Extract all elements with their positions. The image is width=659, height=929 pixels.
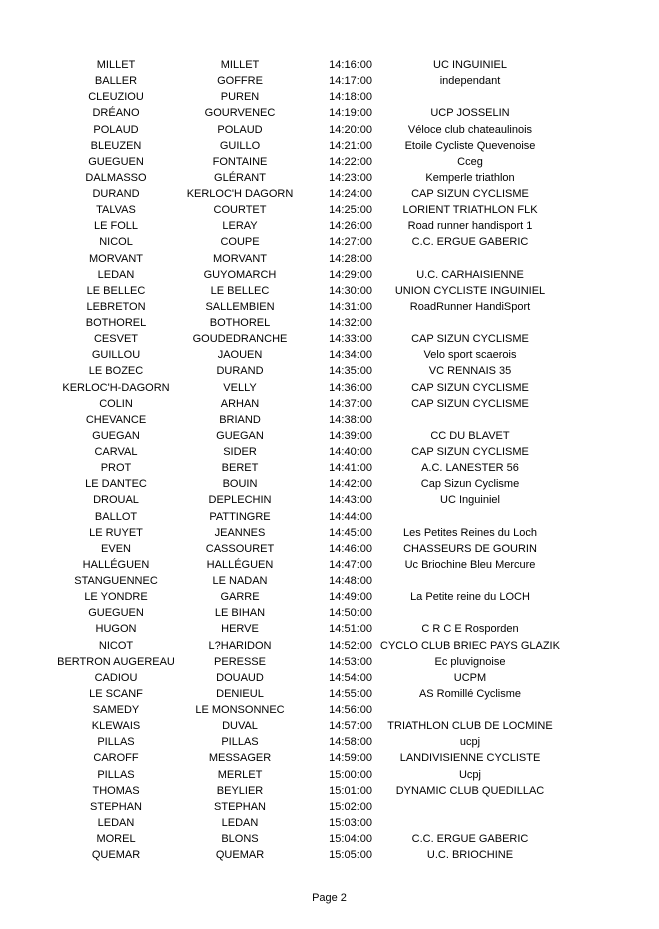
rider-1-name: LE BOZEC <box>88 365 144 378</box>
table-row <box>0 831 659 847</box>
club-name: Velo sport scaerois <box>423 349 517 362</box>
rider-2-name: KERLOC'H DAGORN <box>186 188 294 200</box>
rider-1-name: DROUAL <box>93 494 139 507</box>
start-time: 14:50:00 <box>329 607 372 620</box>
rider-2-name: LE BIHAN <box>214 607 266 620</box>
rider-2-name: BLONS <box>221 833 259 845</box>
rider-2-name: JAOUEN <box>217 349 263 362</box>
club-name: TRIATHLON CLUB DE LOCMINE <box>387 720 553 733</box>
table-row <box>0 428 659 444</box>
rider-2-name: BEYLIER <box>216 784 264 797</box>
rider-1-name: THOMAS <box>92 784 140 797</box>
table-row <box>0 283 659 299</box>
rider-1-name: DURAND <box>92 188 140 200</box>
club-name: CYCLO CLUB BRIEC PAYS GLAZIK <box>380 639 560 652</box>
rider-2-name: CASSOURET <box>205 542 275 555</box>
club-name: CAP SIZUN CYCLISME <box>411 446 529 458</box>
rider-2-name: COURTET <box>213 204 267 217</box>
rider-2-name: L?HARIDON <box>208 639 272 652</box>
table-row <box>0 476 659 492</box>
table-row <box>0 251 659 267</box>
table-row <box>0 396 659 412</box>
club-name: UC Inguiniel <box>440 494 500 507</box>
rider-1-name: LE DANTEC <box>85 478 147 491</box>
rider-1-name: CAROFF <box>93 752 139 765</box>
club-name: Les Petites Reines du Loch <box>403 526 537 539</box>
rider-1-name: POLAUD <box>93 123 139 136</box>
table-row <box>0 460 659 476</box>
table-row <box>0 363 659 379</box>
table-row <box>0 799 659 815</box>
start-time: 14:58:00 <box>329 736 372 749</box>
rider-1-name: LEDAN <box>97 816 135 829</box>
rider-1-name: TALVAS <box>96 204 136 217</box>
club-name: CC DU BLAVET <box>430 429 510 442</box>
rider-1-name: MOREL <box>96 833 136 845</box>
rider-1-name: BALLOT <box>94 510 138 523</box>
start-time: 15:00:00 <box>329 768 372 781</box>
rider-2-name: HERVE <box>221 623 259 636</box>
rider-2-name: DURAND <box>216 365 264 378</box>
rider-2-name: LE BELLEC <box>210 284 270 297</box>
rider-1-name: HUGON <box>95 623 137 636</box>
rider-1-name: SAMEDY <box>92 704 140 716</box>
table-row <box>0 767 659 783</box>
start-time: 14:37:00 <box>329 397 372 410</box>
start-time: 14:41:00 <box>329 462 372 475</box>
start-time: 14:49:00 <box>329 591 372 604</box>
start-time: 14:32:00 <box>329 317 372 329</box>
club-name: Etoile Cycliste Quevenoise <box>404 139 536 152</box>
rider-2-name: COUPE <box>220 236 260 249</box>
club-name: Cceg <box>457 155 483 168</box>
rider-2-name: PATTINGRE <box>209 510 271 523</box>
table-row <box>0 573 659 589</box>
rider-2-name: DENIEUL <box>216 687 264 700</box>
club-name: A.C. LANESTER 56 <box>421 462 519 475</box>
club-name: Uc Briochine Bleu Mercure <box>404 558 536 571</box>
start-time: 14:44:00 <box>329 510 372 523</box>
rider-2-name: LERAY <box>222 220 258 233</box>
club-name: Cap Sizun Cyclisme <box>420 478 520 491</box>
rider-2-name: BRIAND <box>219 413 261 426</box>
table-row <box>0 73 659 89</box>
start-time: 14:33:00 <box>329 333 372 346</box>
rider-2-name: BOTHOREL <box>209 317 271 329</box>
rider-2-name: MESSAGER <box>208 752 272 765</box>
start-time: 14:25:00 <box>329 204 372 217</box>
club-name: Ucpj <box>458 768 481 781</box>
table-row <box>0 267 659 283</box>
rider-2-name: GARRE <box>220 591 260 604</box>
table-row <box>0 750 659 766</box>
club-name: UNION CYCLISTE INGUINIEL <box>394 284 546 297</box>
rider-1-name: GUEGAN <box>92 429 140 442</box>
club-name: DYNAMIC CLUB QUEDILLAC <box>395 784 545 797</box>
rider-2-name: HALLÉGUEN <box>206 558 274 571</box>
start-time: 15:01:00 <box>329 784 372 797</box>
start-time: 14:39:00 <box>329 429 372 442</box>
start-time: 14:51:00 <box>329 623 372 636</box>
club-name: RoadRunner HandiSport <box>409 300 531 313</box>
rider-2-name: DEPLECHIN <box>208 494 272 507</box>
rider-1-name: DALMASSO <box>85 171 147 184</box>
rider-2-name: LEDAN <box>221 816 259 829</box>
rider-2-name: POLAUD <box>217 123 263 136</box>
table-row <box>0 605 659 621</box>
start-time: 14:45:00 <box>329 526 372 539</box>
club-name: CAP SIZUN CYCLISME <box>411 381 529 394</box>
rider-2-name: GOURVENEC <box>204 107 276 120</box>
rider-1-name: BALLER <box>94 75 138 88</box>
table-row <box>0 783 659 799</box>
rider-2-name: GUEGAN <box>216 429 264 442</box>
start-time: 14:30:00 <box>329 284 372 297</box>
start-time: 14:22:00 <box>329 155 372 168</box>
table-row <box>0 154 659 170</box>
club-name: U.C. CARHAISIENNE <box>416 268 524 281</box>
start-time: 14:53:00 <box>329 655 372 668</box>
rider-1-name: QUEMAR <box>91 849 141 862</box>
rider-2-name: JEANNES <box>214 526 266 539</box>
start-time: 14:36:00 <box>329 381 372 394</box>
start-time: 14:46:00 <box>329 542 372 555</box>
start-time: 14:29:00 <box>329 268 372 281</box>
start-time: 14:24:00 <box>329 188 372 200</box>
table-row <box>0 638 659 654</box>
start-time: 14:55:00 <box>329 687 372 700</box>
start-time: 14:35:00 <box>329 365 372 378</box>
rider-2-name: VELLY <box>223 381 257 394</box>
rider-1-name: DRÉANO <box>92 107 140 120</box>
rider-2-name: GLÉRANT <box>214 171 266 184</box>
page-number: Page 2 <box>312 892 347 904</box>
rider-1-name: MORVANT <box>89 252 143 265</box>
rider-1-name: LE RUYET <box>89 526 143 539</box>
rider-2-name: ARHAN <box>220 397 260 410</box>
rider-2-name: GUYOMARCH <box>203 268 277 281</box>
table-row <box>0 509 659 525</box>
club-name: Véloce club chateaulinois <box>407 123 533 136</box>
start-time: 14:54:00 <box>329 671 372 684</box>
rider-2-name: SALLEMBIEN <box>205 300 275 313</box>
start-time: 14:28:00 <box>329 252 372 265</box>
rider-2-name: FONTAINE <box>212 155 268 168</box>
table-row <box>0 557 659 573</box>
rider-2-name: GUILLO <box>219 139 261 152</box>
club-name: Ec pluvignoise <box>434 655 506 668</box>
club-name: C.C. ERGUE GABERIC <box>411 833 529 845</box>
club-name: LORIENT TRIATHLON FLK <box>402 204 538 217</box>
rider-2-name: QUEMAR <box>215 849 265 862</box>
rider-2-name: GOUDEDRANCHE <box>192 333 288 346</box>
club-name: AS Romillé Cyclisme <box>418 687 522 700</box>
start-time: 14:43:00 <box>329 494 372 507</box>
table-row <box>0 815 659 831</box>
rider-2-name: PUREN <box>220 91 260 104</box>
start-time: 14:31:00 <box>329 300 372 313</box>
rider-1-name: LE FOLL <box>93 220 139 233</box>
table-row <box>0 718 659 734</box>
club-name: CHASSEURS DE GOURIN <box>403 542 537 555</box>
rider-1-name: EVEN <box>101 542 131 555</box>
club-name: LANDIVISIENNE CYCLISTE <box>399 752 541 765</box>
start-time: 14:16:00 <box>329 59 372 71</box>
rider-1-name: CHEVANCE <box>85 413 147 426</box>
table-row <box>0 122 659 138</box>
club-name: CAP SIZUN CYCLISME <box>411 397 529 410</box>
rider-2-name: GOFFRE <box>217 75 263 88</box>
rider-1-name: KLEWAIS <box>91 720 141 733</box>
table-row <box>0 105 659 121</box>
start-time: 14:26:00 <box>329 220 372 233</box>
club-name: ucpj <box>459 736 481 749</box>
rider-1-name: CESVET <box>93 333 138 346</box>
start-time: 14:57:00 <box>329 720 372 733</box>
table-row <box>0 702 659 718</box>
start-time: 14:47:00 <box>329 558 372 571</box>
rider-1-name: LE BELLEC <box>86 284 146 297</box>
table-row <box>0 202 659 218</box>
table-row <box>0 234 659 250</box>
rider-2-name: LE MONSONNEC <box>195 704 285 716</box>
rider-1-name: CADIOU <box>94 671 138 684</box>
rider-1-name: PILLAS <box>97 768 135 781</box>
rider-1-name: LEDAN <box>97 268 135 281</box>
rider-2-name: MERLET <box>217 768 263 781</box>
rider-1-name: STEPHAN <box>90 800 142 813</box>
start-time: 15:03:00 <box>329 816 372 829</box>
table-row <box>0 315 659 331</box>
start-time: 15:04:00 <box>329 833 372 845</box>
rider-1-name: COLIN <box>99 397 133 410</box>
rider-1-name: HALLÉGUEN <box>82 558 150 571</box>
table-row <box>0 654 659 670</box>
table-row <box>0 299 659 315</box>
rider-2-name: BERET <box>221 462 259 475</box>
start-time: 14:34:00 <box>329 349 372 362</box>
rider-1-name: PROT <box>100 462 132 475</box>
table-row <box>0 412 659 428</box>
rider-2-name: LE NADAN <box>212 575 268 587</box>
rider-2-name: BOUIN <box>222 478 258 491</box>
club-name: CAP SIZUN CYCLISME <box>411 333 529 346</box>
start-time: 15:05:00 <box>329 849 372 862</box>
table-row <box>0 621 659 637</box>
start-time: 14:38:00 <box>329 413 372 426</box>
table-row <box>0 331 659 347</box>
table-row <box>0 734 659 750</box>
rider-1-name: BOTHOREL <box>85 317 147 329</box>
club-name: La Petite reine du LOCH <box>410 591 530 604</box>
table-row <box>0 57 659 73</box>
start-time: 14:56:00 <box>329 704 372 716</box>
start-time: 14:59:00 <box>329 752 372 765</box>
club-name: UCPM <box>453 671 487 684</box>
club-name: VC RENNAIS 35 <box>428 365 512 378</box>
club-name: UCP JOSSELIN <box>430 107 510 120</box>
club-name: CAP SIZUN CYCLISME <box>411 188 529 200</box>
club-name: C R C E Rosporden <box>421 623 519 636</box>
table-row <box>0 525 659 541</box>
rider-1-name: MILLET <box>96 59 136 71</box>
rider-2-name: STEPHAN <box>214 800 266 813</box>
rider-1-name: NICOT <box>98 639 134 652</box>
club-name: Road runner handisport 1 <box>407 220 533 233</box>
rider-1-name: PILLAS <box>97 736 135 749</box>
start-time: 14:27:00 <box>329 236 372 249</box>
table-row <box>0 541 659 557</box>
start-time: 14:19:00 <box>329 107 372 120</box>
table-row <box>0 686 659 702</box>
start-time: 15:02:00 <box>329 800 372 813</box>
start-time: 14:23:00 <box>329 171 372 184</box>
table-row <box>0 218 659 234</box>
rider-2-name: PILLAS <box>221 736 259 749</box>
rider-1-name: GUEGUEN <box>88 155 144 168</box>
table-row <box>0 670 659 686</box>
rider-1-name: GUEGUEN <box>88 607 144 620</box>
start-time: 14:20:00 <box>329 123 372 136</box>
table-row <box>0 847 659 863</box>
rider-2-name: PERESSE <box>214 655 266 668</box>
rider-2-name: MILLET <box>220 59 260 71</box>
rider-1-name: CLEUZIOU <box>88 91 144 104</box>
table-row <box>0 347 659 363</box>
start-time: 14:18:00 <box>329 91 372 104</box>
start-time: 14:48:00 <box>329 575 372 587</box>
start-time: 14:17:00 <box>329 75 372 88</box>
table-row <box>0 380 659 396</box>
table-row <box>0 444 659 460</box>
table-row <box>0 89 659 105</box>
rider-2-name: MORVANT <box>213 252 267 265</box>
table-row <box>0 170 659 186</box>
start-time: 14:40:00 <box>329 446 372 458</box>
rider-1-name: LE SCANF <box>89 687 143 700</box>
rider-2-name: DUVAL <box>222 720 258 733</box>
rider-1-name: CARVAL <box>94 446 138 458</box>
rider-2-name: DOUAUD <box>216 671 264 684</box>
rider-1-name: NICOL <box>99 236 133 249</box>
rider-1-name: LEBRETON <box>86 300 146 313</box>
table-row <box>0 138 659 154</box>
rider-1-name: BERTRON AUGEREAU <box>57 655 175 668</box>
club-name: C.C. ERGUE GABERIC <box>411 236 529 249</box>
rider-1-name: KERLOC'H-DAGORN <box>62 381 170 394</box>
club-name: UC INGUINIEL <box>433 59 507 71</box>
club-name: Kemperle triathlon <box>425 171 515 184</box>
rider-1-name: BLEUZEN <box>90 139 142 152</box>
rider-1-name: GUILLOU <box>91 349 141 362</box>
table-row <box>0 492 659 508</box>
club-name: independant <box>439 75 501 88</box>
start-list-table <box>0 57 659 863</box>
club-name: U.C. BRIOCHINE <box>426 849 514 862</box>
start-time: 14:21:00 <box>329 139 372 152</box>
rider-1-name: STANGUENNEC <box>74 575 158 587</box>
rider-2-name: SIDER <box>223 446 257 458</box>
start-time: 14:42:00 <box>329 478 372 491</box>
table-row <box>0 589 659 605</box>
table-row <box>0 186 659 202</box>
start-time: 14:52:00 <box>329 639 372 652</box>
rider-1-name: LE YONDRE <box>84 591 148 604</box>
